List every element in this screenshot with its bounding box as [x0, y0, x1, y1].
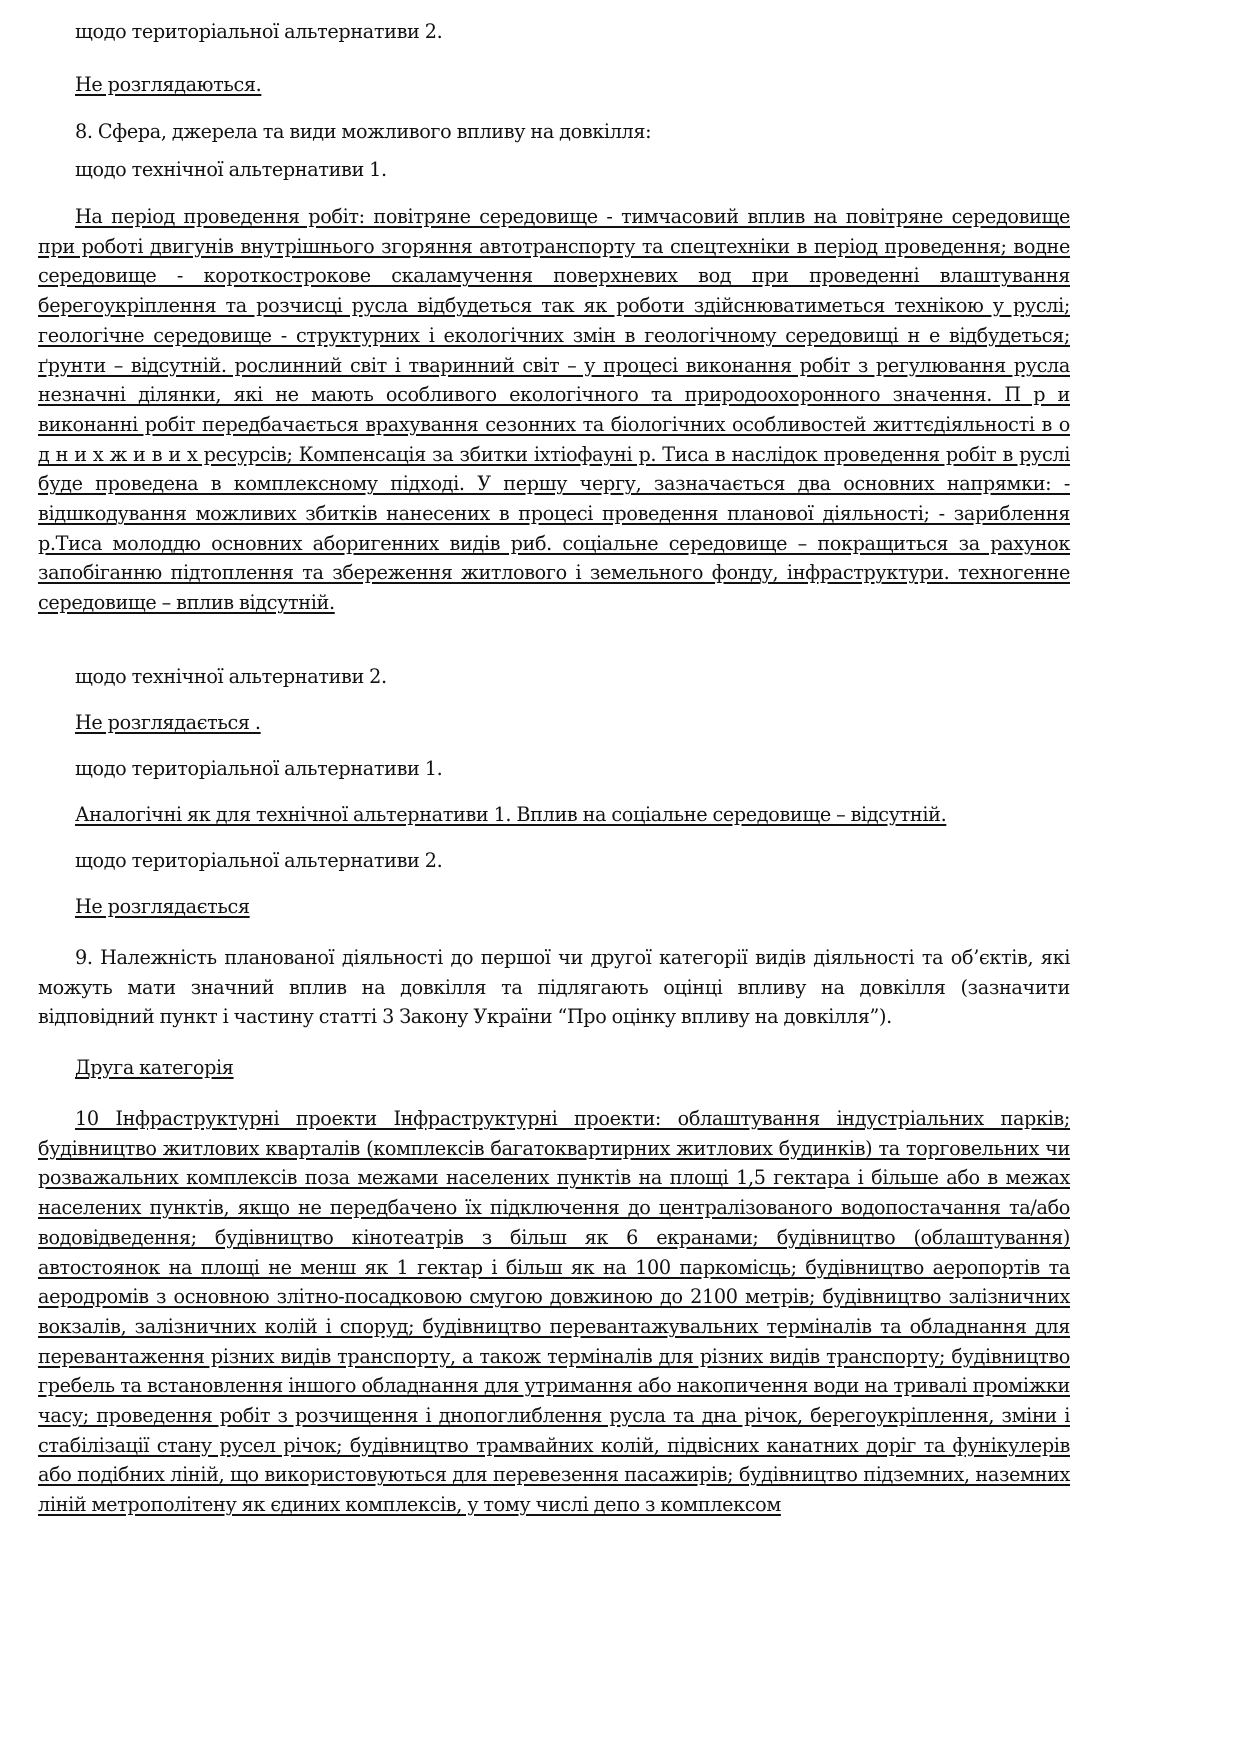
- not-considered-text: [38, 70, 1070, 100]
- impact-description-paragraph: На період проведення робіт: повітряне середовище - тимчасовий вплив на повітряне середовище при роботі двигунів внутрішнього згоряння автотранспорту та спецтехніки в період проведення; водне середовище - короткострокове скаламучення поверхневих вод при проведенні влаштування берегоукріплення та розчисці русла відбудеться так як роботи здійснюватиметься технікою у руслі; геологічне середовище - структурних і екологічних змін в геологічному середовищі н е відбудеться; ґрунти – відсутній. рослинний світ і тваринний світ – у процесі виконання робіт з регулювання русла незначні ділянки, які не мають особливого екологічного та природоохоронного значення. П р и виконанні робіт передбачається врахування сезонних та біологічних особливостей життєдіяльності в о д н и х ж и в и х ресурсів; Компенсація за збитки іхтіофауні р. Тиса в наслідок проведення робіт в руслі буде проведена в комплексному підході. У першу чергу, зазначається два основних напрямки: - відшкодування можливих збитків нанесених в процесі проведення планової діяльності; - зариблення р.Тиса молоддю основних аборигенних видів риб. соціальне середовище – покращиться за рахунок запобіганню підтоплення та збереження житлового і земельного фонду, інфраструктури. техногенне середовище – вплив відсутній.: [38, 205, 1070, 615]
- paragraph-text: Аналогічні як для технічної альтернативи 1. Вплив на соціальне середовище – відсутній.: [75, 803, 947, 826]
- paragraph-text: щодо територіальної альтернативи 1.: [75, 757, 443, 780]
- territorial-alt-2-heading: [38, 17, 1070, 47]
- paragraph-text: Не розглядається .: [75, 711, 261, 734]
- paragraph-text: щодо територіальної альтернативи 2.: [75, 20, 443, 43]
- technical-alt-1-heading: [38, 155, 1070, 185]
- section-9-paragraph: 9. Належність планованої діяльності до першої чи другої категорії видів діяльності та об’єктів, які можуть мати значний вплив на довкілля та підлягають оцінці впливу на довкілля (зазначити відповідний пункт і частину статті 3 Закону України “Про оцінку впливу на довкілля”).: [38, 946, 1070, 1029]
- paragraph-text: Не розглядаються.: [75, 73, 262, 96]
- paragraph-text: 8. Сфера, джерела та види можливого впливу на довкілля:: [75, 120, 652, 143]
- paragraph-text: Друга категорія: [75, 1056, 234, 1079]
- infrastructure-projects-paragraph: 10 Інфраструктурні проекти Інфраструктурні проекти: облаштування індустріальних парків; будівництво житлових кварталів (комплексів багатоквартирних житлових будинків) та торговельних чи розважальних комплексів поза межами населених пунктів на площі 1,5 гектара і більше або в межах населених пунктів, якщо не передбачено їх підключення до централізованого водопостачання та/або водовідведення; будівництво кінотеатрів з більш як 6 екранами; будівництво (облаштування) автостоянок на площі не менш як 1 гектар і більш як на 100 паркомісць; будівництво аеропортів та аеродромів з основною злітно-посадковою смугою довжиною до 2100 метрів; будівництво залізничних вокзалів, залізничних колій і споруд; будівництво перевантажувальних терміналів та обладнання для перевантаження різних видів транспорту, а також терміналів для різних видів транспорту; будівництво гребель та встановлення іншого обладнання для утримання або накопичення води на тривалі проміжки часу; проведення робіт з розчищення і днопоглиблення русла та дна річок, берегоукріплення, зміни і стабілізації стану русел річок; будівництво трамвайних колій, підвісних канатних доріг та фунікулерів або подібних ліній, що використовуються для перевезення пасажирів; будівництво підземних, наземних ліній метрополітену як єдиних комплексів, у тому числі депо з комплексом: [38, 1107, 1070, 1517]
- section-8-heading: [38, 117, 1070, 147]
- analogous-impact-text: [38, 800, 1070, 830]
- paragraph-text: Не розглядається: [75, 895, 250, 918]
- not-considered-text: [38, 708, 1070, 738]
- category-text: [38, 1053, 1070, 1083]
- not-considered-text: [38, 892, 1070, 922]
- paragraph-text: щодо технічної альтернативи 2.: [75, 665, 387, 688]
- technical-alt-2-heading: [38, 662, 1070, 692]
- territorial-alt-2-heading: [38, 846, 1070, 876]
- paragraph-text: щодо технічної альтернативи 1.: [75, 158, 387, 181]
- territorial-alt-1-heading: [38, 754, 1070, 784]
- paragraph-text: щодо територіальної альтернативи 2.: [75, 849, 443, 872]
